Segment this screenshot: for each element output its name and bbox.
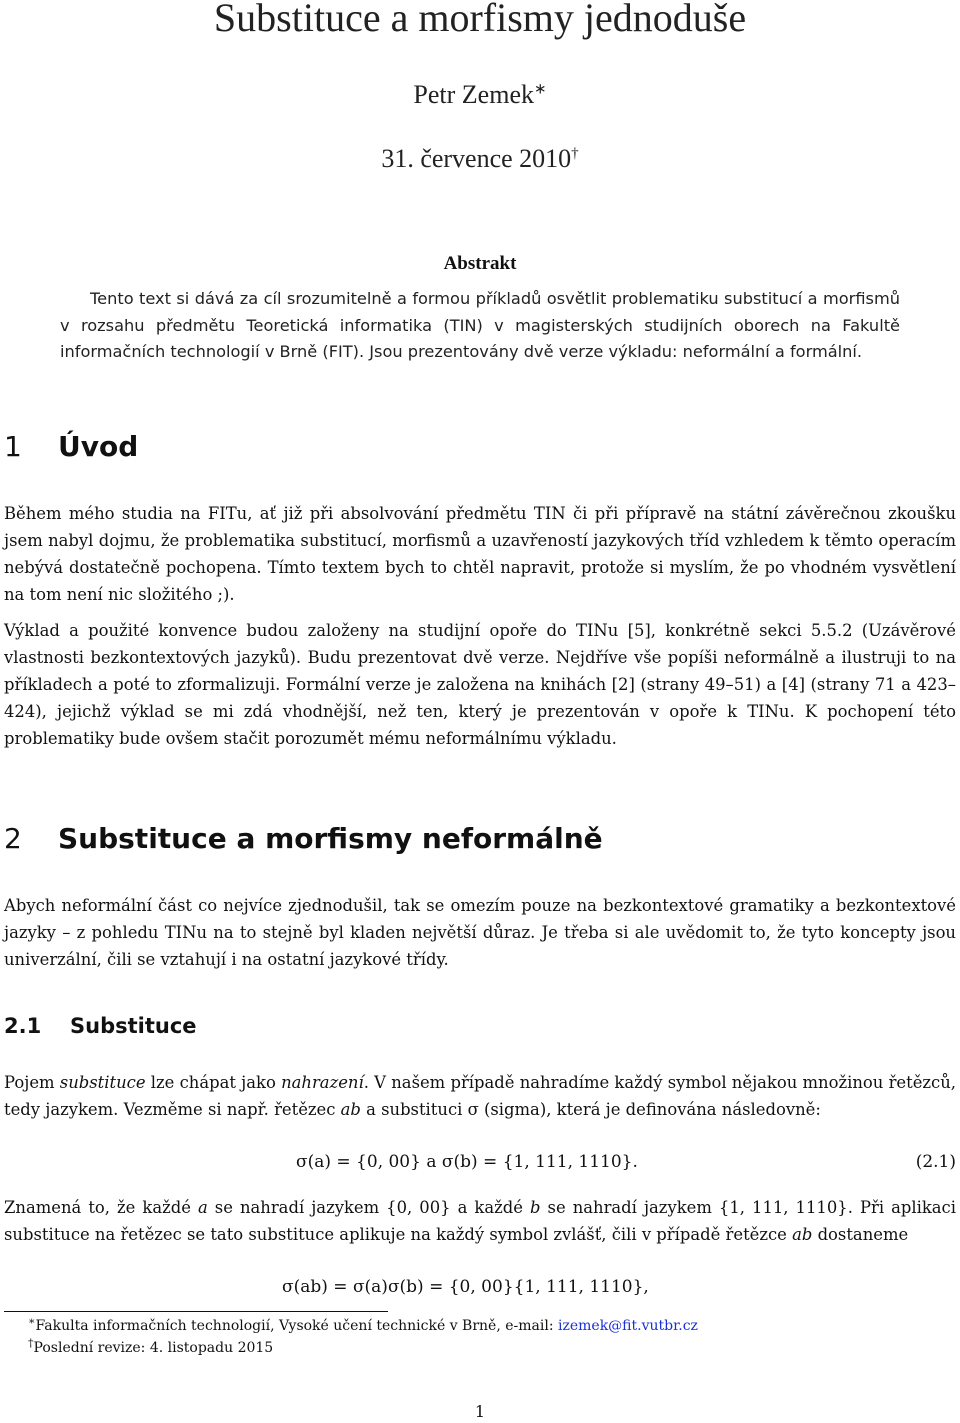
section-number: 2 xyxy=(4,822,22,855)
math-b: b xyxy=(530,1198,541,1217)
footnote-text: Poslední revize: 4. listopadu 2015 xyxy=(33,1340,274,1356)
abstract-text: Tento text si dává za cíl srozumitelně a formou příkladů osvětlit problematiku substitucí a morfismů v rozsahu předmětu Teoretická informatika (TIN) v magisterských studijních oborech na Fakultě informačních technologií v Brně (FIT). Jsou prezentovány dvě verze výkladu: neformální a formální. xyxy=(60,289,900,361)
term-substituce: substituce xyxy=(59,1073,146,1092)
equation-body: σ(a) = {0, 00} a σ(b) = {1, 111, 1110}. xyxy=(296,1152,638,1172)
footnote-mark: ∗ xyxy=(28,1314,36,1328)
date-line xyxy=(0,144,960,174)
subsection-heading-substitution xyxy=(4,1014,197,1038)
publication-date: 31. července 2010 xyxy=(381,144,572,173)
text-run: se nahradí jazykem {0, 00} a každé xyxy=(207,1198,530,1217)
substitution-paragraph-1 xyxy=(4,1069,956,1123)
email-link[interactable]: izemek@fit.vutbr.cz xyxy=(558,1318,698,1334)
term-nahrazeni: nahrazení xyxy=(281,1073,364,1092)
date-footnote-mark: † xyxy=(571,145,579,162)
subsection-number: 2.1 xyxy=(4,1014,42,1038)
math-a: a xyxy=(197,1198,208,1217)
footnote-mark: † xyxy=(28,1336,34,1350)
subsection-title: Substituce xyxy=(70,1014,197,1038)
author-name: Petr Zemek xyxy=(413,80,534,109)
equation-number: (2.1) xyxy=(915,1152,956,1172)
section-heading-intro xyxy=(4,430,138,463)
section-heading-informal xyxy=(4,822,603,855)
text-run: . V našem případě nahradíme každý symbol nějakou množinou řetězců, tedy jazykem. Vezměme si např. řetězec xyxy=(4,1073,956,1119)
author-footnote-mark: ∗ xyxy=(534,81,547,98)
footnote-revision xyxy=(28,1336,274,1356)
author-line xyxy=(0,80,960,110)
substitution-paragraph-2 xyxy=(4,1194,956,1248)
section-title: Úvod xyxy=(58,430,139,463)
text-run: dostaneme xyxy=(812,1225,909,1244)
text-run: Pojem xyxy=(4,1073,60,1092)
text-run: lze chápat jako xyxy=(145,1073,282,1092)
intro-paragraph-2: Výklad a použité konvence budou založeny na studijní opoře do TINu [5], konkrétně sekci 5.5.2 (Uzávěrové vlastnosti bezkontextových jazyků). Budu prezentovat dvě verze. Nejdříve vše popíši neformálně a ilustruji to na příkladech a poté to zformalizuji. Formální verze je založena na knihách [2] (strany 49–51) a [4] (strany 71 a 423–424), jejichž výklad se mi zdá vhodnější, než ten, který je prezentován v opoře k TINu. K pochopení této problematiky bude ovšem stačit porozumět mému neformálnímu výkladu. xyxy=(4,621,956,748)
equation-body: σ(ab) = σ(a)σ(b) = {0, 00}{1, 111, 1110}, xyxy=(282,1277,649,1297)
footnote-affiliation xyxy=(28,1314,698,1334)
footnote-rule xyxy=(4,1311,388,1312)
footnote-text: Fakulta informačních technologií, Vysoké učení technické v Brně, e-mail: xyxy=(35,1318,558,1334)
text-run: se nahradí jazykem {1, 111, 1110}. Při aplikaci substituce na řetězec se tato substituce aplikuje na každý symbol zvlášť, čili v případě řetězce xyxy=(4,1198,956,1244)
text-run: Znamená to, že každé xyxy=(4,1198,198,1217)
math-ab: ab xyxy=(792,1225,813,1244)
informal-paragraph-1: Abych neformální část co nejvíce zjednodušil, tak se omezím pouze na bezkontextové gramatiky a bezkontextové jazyky – z pohledu TINu na to stejně byl kladen největší důraz. Je třeba si ale uvědomit to, že tyto koncepty jsou univerzální, čili se vztahují i na ostatní jazykové třídy. xyxy=(4,896,956,969)
page-number: 1 xyxy=(474,1402,486,1421)
intro-paragraph-1: Během mého studia na FITu, ať již při absolvování předmětu TIN či při přípravě na státní závěrečnou zkoušku jsem nabyl dojmu, že problematika substitucí, morfismů a uzavřeností jazykových tříd vzhledem k těmto operacím nebývá dostatečně pochopena. Tímto textem bych to chtěl napravit, protože si myslím, že po vhodném vysvětlení na tom není nic složitého ;). xyxy=(4,504,956,604)
text-run: a substituci σ (sigma), která je definována následovně: xyxy=(360,1100,821,1119)
section-title: Substituce a morfismy neformálně xyxy=(58,822,603,855)
abstract-heading: Abstrakt xyxy=(443,253,517,274)
math-ab: ab xyxy=(340,1100,361,1119)
section-number: 1 xyxy=(4,430,22,463)
paper-title: Substituce a morfismy jednoduše xyxy=(213,0,747,40)
